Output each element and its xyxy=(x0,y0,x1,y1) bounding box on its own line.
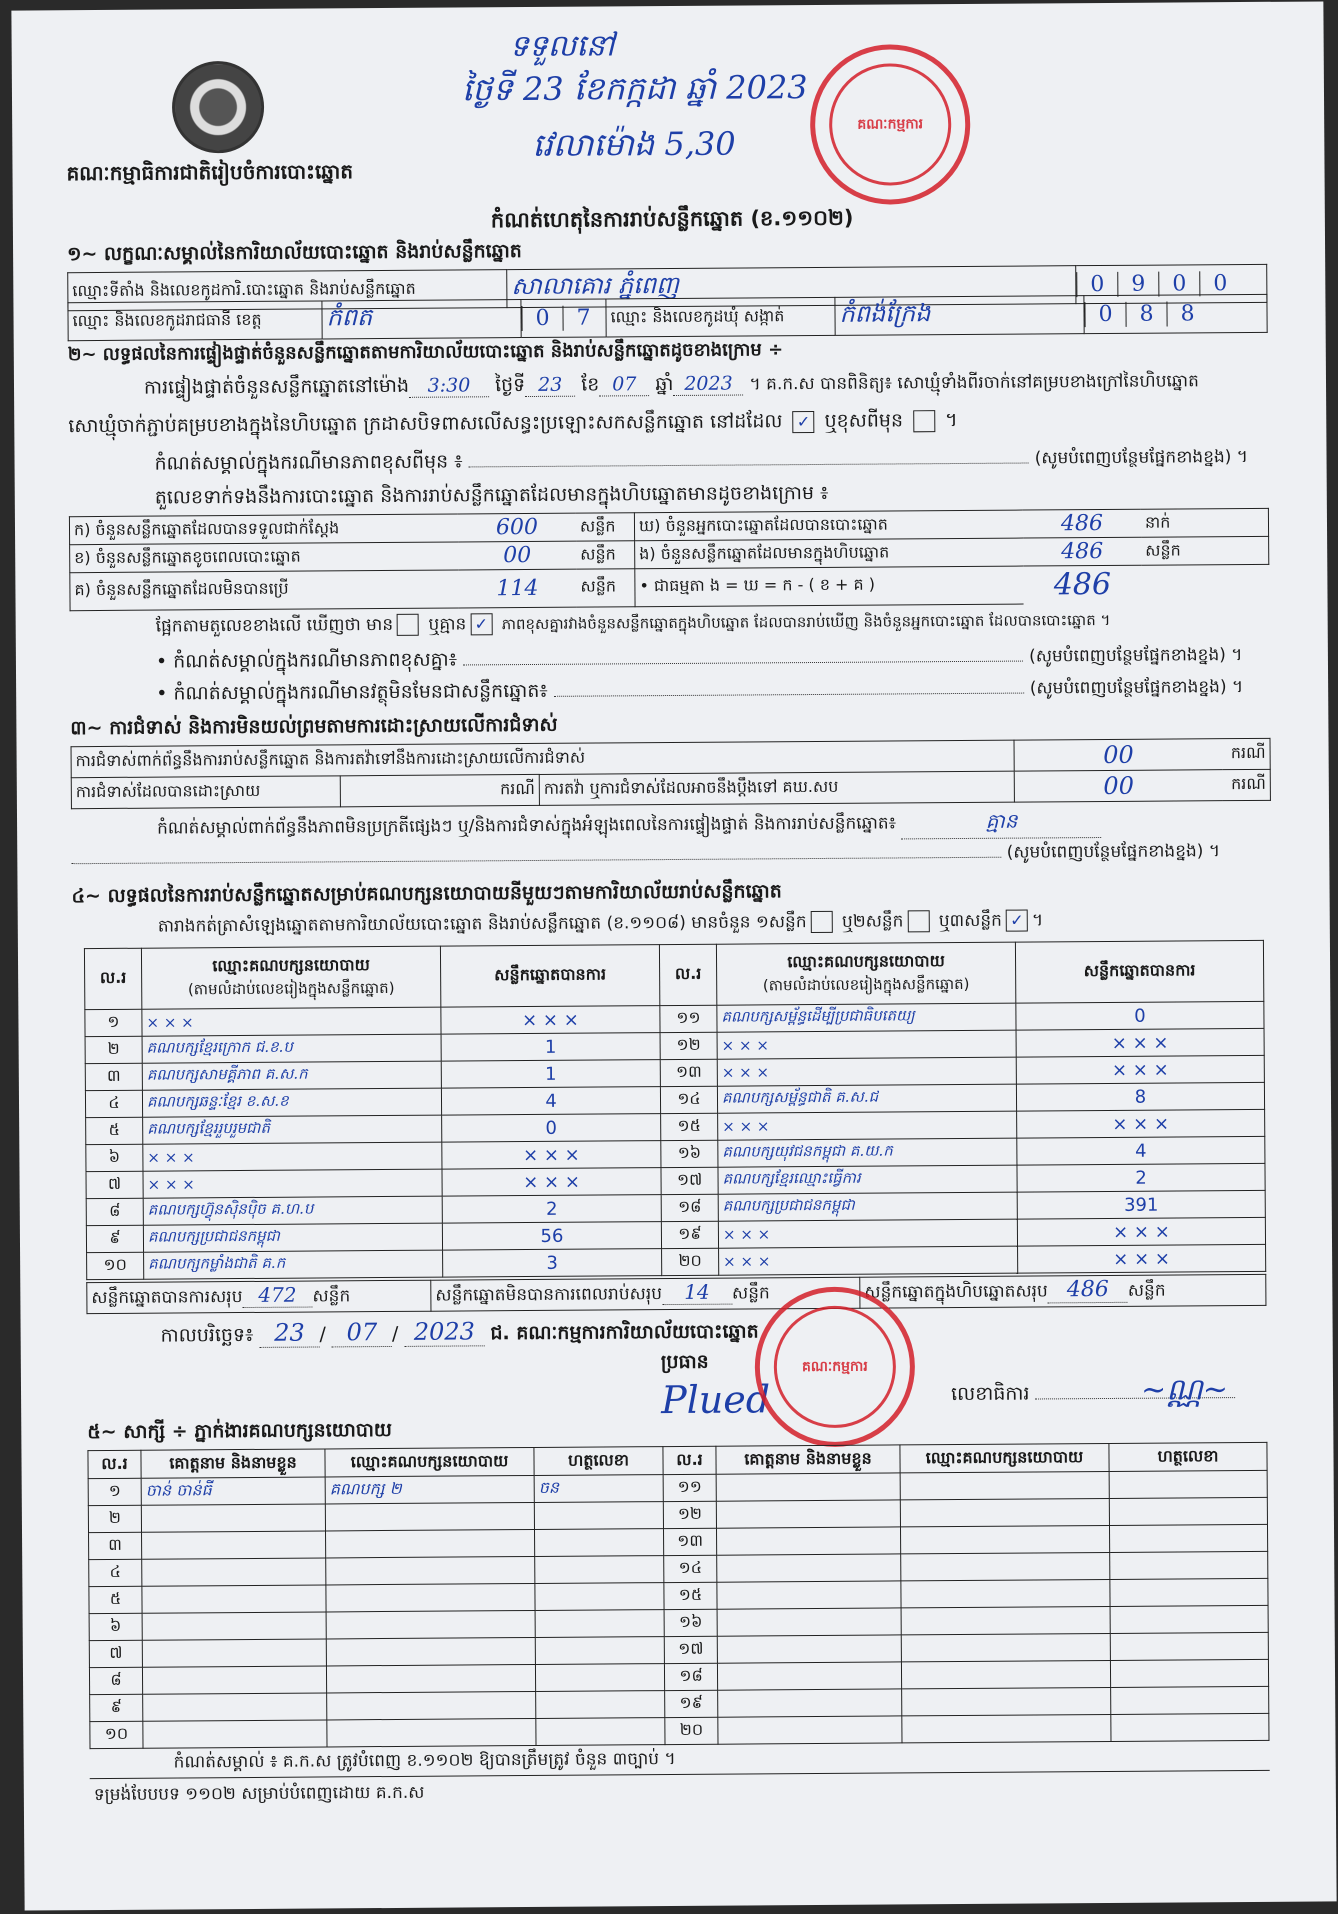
secretary-label: លេខាធិការ xyxy=(950,1382,1030,1406)
party-name: គណបក្សប្រជាជនកម្ពុជា xyxy=(718,1192,1017,1221)
vote-count: 1 xyxy=(441,1060,660,1089)
diff-note-hint: (សូមបំពេញបន្ថែមផ្នែកខាងខ្នង) ។ xyxy=(1034,446,1249,469)
party-name: គណបក្សសម្ព័ន្ធជាតិ គ.ស.ជ xyxy=(717,1084,1016,1113)
date-month: 07 xyxy=(332,1318,392,1347)
row-number: ១៩ xyxy=(661,1221,718,1248)
same-checkbox[interactable]: ✓ xyxy=(792,411,814,433)
witness-party[interactable] xyxy=(326,1583,535,1611)
party-name: គណបក្សសម្ព័ន្ធដើម្បីប្រជាធិបតេយ្យ xyxy=(717,1003,1016,1032)
sheets-line: តារាងកត់ត្រាសំឡេងឆ្នោតតាមការិយាល័យបោះឆ្នោត និងរាប់សន្លឹកឆ្នោត (ខ.១១០៨) មានចំនួន ១សន្លឹក ឬ២សន្លឹក ឬ៣សន្លឹក ✓ ។ xyxy=(157,910,1044,937)
unit: សន្លឹក xyxy=(731,1283,770,1304)
official-stamp-bottom xyxy=(754,1286,915,1447)
witness-signature[interactable] xyxy=(534,1502,663,1530)
witness-party[interactable] xyxy=(902,1687,1111,1715)
unit: សន្លឹក xyxy=(1127,1280,1166,1301)
row-number: ៨ xyxy=(89,1667,142,1694)
vote-count: × × × xyxy=(1016,1028,1264,1057)
received-value: 600 xyxy=(458,513,576,542)
received-line-2: ថ្ងៃទី 23 ខែកក្កដា ឆ្នាំ 2023 xyxy=(461,68,808,109)
witness-party[interactable] xyxy=(327,1691,536,1719)
witness-signature[interactable] xyxy=(1109,1497,1267,1525)
witness-signature[interactable] xyxy=(1110,1632,1268,1660)
witness-signature[interactable] xyxy=(1109,1524,1267,1552)
col-party-sub: (តាមលំដាប់លេខរៀងក្នុងសន្លឹកឆ្នោត) xyxy=(762,974,970,994)
witness-name[interactable] xyxy=(717,1635,901,1663)
witness-party[interactable] xyxy=(326,1556,535,1584)
row-number: ១៦ xyxy=(661,1140,718,1167)
sheets-2-label: ឬ២សន្លឹក xyxy=(841,911,904,932)
row-number: ២ xyxy=(88,1505,141,1532)
total-valid-value: 472 xyxy=(242,1283,312,1308)
total-valid-label: សន្លឹកឆ្នោតបានការសរុប xyxy=(91,1287,243,1309)
witness-signature[interactable] xyxy=(1110,1605,1268,1633)
col-no: ល.រ xyxy=(84,948,141,1009)
witness-party[interactable] xyxy=(901,1579,1110,1607)
row-number: ៥ xyxy=(86,1117,143,1144)
verify-month-label: ខែ xyxy=(581,373,600,396)
party-name: គណបក្សប្រជាជនកម្ពុជា xyxy=(143,1223,442,1252)
witness-name[interactable] xyxy=(142,1666,326,1694)
witness-name: ចាន់ ចាន់ធី xyxy=(141,1477,325,1505)
witness-party: គណបក្ស ២ xyxy=(325,1475,534,1503)
complaints-table xyxy=(71,738,1271,809)
commune-code xyxy=(1084,294,1267,333)
witness-party[interactable] xyxy=(327,1718,536,1746)
date-day: 23 xyxy=(259,1318,319,1347)
witness-signature[interactable] xyxy=(535,1664,664,1692)
bullet-nonballot xyxy=(156,674,1276,710)
verify-year: 2023 xyxy=(673,373,743,396)
party-name: គណបក្សខ្មែរឈ្មោះធ្វើការ xyxy=(718,1165,1017,1194)
row-number: ១១ xyxy=(660,1005,717,1032)
code-digit: 0 xyxy=(1158,271,1199,296)
commune-label: ឈ្មោះ និងលេខកូដឃុំ សង្កាត់ xyxy=(606,297,835,337)
vote-count: 0 xyxy=(1016,1001,1264,1030)
witness-signature[interactable] xyxy=(536,1718,665,1746)
unit: សន្លឹក xyxy=(312,1286,351,1307)
diff-note-label: កំណត់សម្គាល់ក្នុងករណីមានភាពខុសពីមុន ៖ xyxy=(154,450,463,475)
vote-count: 56 xyxy=(442,1222,661,1251)
unit xyxy=(1141,564,1269,602)
formula-label: • ជាធម្មតា ង = ឃ = ក - ( ខ + គ ) xyxy=(635,566,1024,606)
witness-signature[interactable] xyxy=(536,1691,665,1719)
diff-note xyxy=(154,444,1264,480)
footer-note: កំណត់សម្គាល់ ៖ គ.ក.ស ត្រូវបំពេញ ខ.១១០២ ឱ្យបានត្រឹមត្រូវ ចំនួន ៣ច្បាប់ ។ xyxy=(173,1749,676,1773)
spoiled-value: 00 xyxy=(458,541,576,570)
form-title: កំណត់ហេតុនៃការរាប់សន្លឹកឆ្នោត (ខ.១១០២) xyxy=(490,205,854,233)
witness-party[interactable] xyxy=(900,1498,1109,1526)
vote-count: × × × xyxy=(1016,1055,1264,1084)
witness-signature[interactable] xyxy=(535,1529,664,1557)
vote-count: × × × xyxy=(1017,1109,1265,1138)
complaints-value: 00 xyxy=(1014,739,1223,771)
section1-title: ១~ លក្ខណៈសម្គាល់នៃការិយាល័យបោះឆ្នោត និងរាប់សន្លឹកឆ្នោត xyxy=(67,240,522,266)
col-votes: សន្លឹកឆ្នោតបានការ xyxy=(440,945,659,1008)
secretary-signature: ~ណ្ណ~ xyxy=(1140,1372,1229,1408)
unit: ករណី xyxy=(1222,738,1270,769)
total-invalid-value: 14 xyxy=(662,1280,732,1305)
row-number: ១៦ xyxy=(664,1609,717,1636)
date-year: 2023 xyxy=(404,1317,484,1347)
formula-value: 486 xyxy=(1053,566,1112,603)
resolved-label: ការជំទាស់ដែលបានដោះស្រាយ xyxy=(71,776,340,809)
sheets-3-checkbox[interactable]: ✓ xyxy=(1006,910,1028,932)
row-number: ១៩ xyxy=(665,1690,718,1717)
verify-time: 3:30 xyxy=(409,374,489,398)
vote-count: 2 xyxy=(442,1195,661,1224)
col-party xyxy=(141,946,440,1009)
irregularity-note xyxy=(157,806,1277,845)
party-name: × × × xyxy=(143,1169,442,1198)
verify-line-2: សោឃ្មុំចាក់ភ្ជាប់គម្របខាងក្នុងនៃហិបឆ្នោត ក្រដាសបិទពាសលើសន្ធះប្រឡោះសកសន្លឹកឆ្នោត នៅដដែល ✓ ឬខុសពីមុន ។ xyxy=(68,409,958,438)
unit: ករណី xyxy=(1223,769,1271,800)
section4-title: ៤~ លទ្ធផលនៃការរាប់សន្លឹកឆ្នោតសម្រាប់គណបក្សនយោបាយនីមួយៗតាមការិយាល័យរាប់សន្លឹកឆ្នោត xyxy=(71,880,782,908)
vote-count: 4 xyxy=(1017,1136,1265,1165)
col-no: ល.រ xyxy=(659,944,716,1005)
witness-party[interactable] xyxy=(900,1525,1109,1553)
party-name: × × × xyxy=(718,1219,1017,1248)
vote-count: 0 xyxy=(442,1114,661,1143)
witness-table xyxy=(87,1442,1269,1749)
witness-party[interactable] xyxy=(326,1529,535,1557)
witness-name[interactable] xyxy=(143,1720,327,1748)
vote-count: 3 xyxy=(443,1249,662,1278)
witness-party[interactable] xyxy=(326,1610,535,1638)
col-name: គោត្តនាម និងនាមខ្លួន xyxy=(141,1449,325,1478)
row-number: ៧ xyxy=(89,1640,142,1667)
voters-label: ឃ) ចំនួនអ្នកបោះឆ្នោតដែលបានបោះឆ្នោត xyxy=(634,510,1023,541)
row-number: ១២ xyxy=(663,1501,716,1528)
diff-checkbox[interactable] xyxy=(913,410,935,432)
vote-count: × × × xyxy=(442,1168,661,1197)
irregularity-hint: (សូមបំពេញបន្ថែមផ្នែកខាងខ្នង) ។ xyxy=(1006,841,1221,863)
witness-name[interactable] xyxy=(142,1558,326,1586)
witness-party[interactable] xyxy=(325,1502,534,1530)
unused-value: 114 xyxy=(458,569,576,607)
witness-signature[interactable] xyxy=(1111,1686,1269,1714)
row-number: ៤ xyxy=(85,1090,142,1117)
witness-name[interactable] xyxy=(143,1693,327,1721)
totals-table xyxy=(86,1274,1266,1314)
row-number: ២០ xyxy=(665,1717,718,1744)
row-number: ១៤ xyxy=(664,1555,717,1582)
party-name: គណបក្សឆន្ទៈខ្មែរ ខ.ស.ខ xyxy=(142,1088,441,1117)
in-box-value: 486 xyxy=(1023,537,1141,566)
row-number: ១២ xyxy=(660,1032,717,1059)
location-label: ឈ្មោះទីតាំង និងលេខកូដការិ.បោះឆ្នោត និងរាប់សន្លឹកឆ្នោត xyxy=(68,270,507,311)
code-digit: 7 xyxy=(562,305,603,330)
witness-name[interactable] xyxy=(716,1527,900,1555)
verify-year-label: ឆ្នាំ xyxy=(655,372,674,396)
section5-title: ៥~ សាក្សី ÷ ភ្នាក់ងារគណបក្សនយោបាយ xyxy=(87,1418,393,1444)
witness-signature: ចន xyxy=(534,1475,663,1503)
total-box-value: 486 xyxy=(1048,1277,1128,1304)
witness-party[interactable] xyxy=(901,1633,1110,1661)
row-number: ១៣ xyxy=(663,1528,716,1555)
unit: សន្លឹក xyxy=(1141,536,1269,565)
commission-logo xyxy=(172,61,265,154)
spoiled-label: ខ) ចំនួនសន្លឹកឆ្នោតខូចពេលបោះឆ្នោត xyxy=(70,542,459,573)
verify-day: 23 xyxy=(525,374,575,397)
province-code xyxy=(521,299,606,338)
province-label: ឈ្មោះ និងលេខកូដរាជធានី ខេត្ត xyxy=(68,301,322,341)
col-party: ឈ្មោះគណបក្សនយោបាយ xyxy=(900,1443,1109,1472)
row-number: ២០ xyxy=(662,1248,719,1275)
unit: សន្លឹក xyxy=(576,569,635,607)
unit: សន្លឹក xyxy=(576,513,635,541)
figures-row xyxy=(70,564,1269,610)
voters-value: 486 xyxy=(1023,509,1141,538)
witness-signature[interactable] xyxy=(535,1556,664,1584)
witness-name[interactable] xyxy=(716,1500,900,1528)
row-number: ១៨ xyxy=(664,1663,717,1690)
total-box-label: សន្លឹកឆ្នោតក្នុងហិបឆ្នោតសរុប xyxy=(864,1281,1048,1303)
vote-count: × × × xyxy=(442,1141,661,1170)
witness-name[interactable] xyxy=(717,1581,901,1609)
witness-party[interactable] xyxy=(326,1637,535,1665)
col-no: ល.រ xyxy=(663,1446,716,1474)
code-digit: 9 xyxy=(1117,272,1158,297)
witness-signature[interactable] xyxy=(1110,1659,1268,1687)
total-valid xyxy=(87,1280,431,1313)
col-party: ឈ្មោះគណបក្សនយោបាយ xyxy=(325,1447,534,1476)
vote-count: × × × xyxy=(1018,1244,1266,1273)
stamp-text: គណៈកម្មការ xyxy=(857,115,924,133)
party-name: × × × xyxy=(142,1007,441,1036)
verify-month: 07 xyxy=(599,373,649,396)
row-number: ១ xyxy=(85,1009,142,1036)
code-digit: 0 xyxy=(1199,271,1240,296)
row-number: ៥ xyxy=(89,1586,142,1613)
row-number: ១៨ xyxy=(661,1194,718,1221)
party-name: × × × xyxy=(719,1246,1018,1275)
row-number: ១៤ xyxy=(660,1086,717,1113)
witness-name[interactable] xyxy=(718,1689,902,1717)
resolved-unit: ករណី xyxy=(340,774,539,806)
code-digit: 0 xyxy=(521,306,562,331)
location-value: សាលាគោរ ភ្នំពេញ xyxy=(507,266,1076,308)
witness-name[interactable] xyxy=(717,1662,901,1690)
party-name: គណបក្សយុវជនកម្ពុជា គ.យ.ក xyxy=(718,1138,1017,1167)
total-box xyxy=(860,1274,1266,1308)
total-invalid-label: សន្លឹកឆ្នោតមិនបានការពេលរាប់សរុប xyxy=(435,1284,663,1306)
col-sign: ហត្ថលេខា xyxy=(1109,1442,1267,1471)
col-sign: ហត្ថលេខា xyxy=(534,1447,663,1476)
party-name: × × × xyxy=(143,1142,442,1171)
irregularity-label: កំណត់សម្គាល់ពាក់ព័ន្ធនឹងភាពមិនប្រក្រតីផ្សេងៗ ឬ/និងការជំទាស់ក្នុងអំឡុងពេលនៃការផ្ទៀងផ្ទាត់ និងការរាប់សន្លឹកឆ្នោត៖ xyxy=(157,813,897,839)
section3-title: ៣~ ការជំទាស់ និងការមិនយល់ព្រមតាមការដោះស្រាយលើការជំទាស់ xyxy=(70,713,558,740)
row-number: ១១ xyxy=(663,1474,716,1501)
party-name: គណបក្សហ៊្វុនស៊ិនប៉ិច គ.ហ.ប xyxy=(143,1196,442,1225)
row-number: ១០ xyxy=(90,1721,143,1748)
irregularity-value: គ្មាន xyxy=(901,807,1101,839)
witness-name[interactable] xyxy=(717,1554,901,1582)
sheets-1-checkbox[interactable] xyxy=(811,911,833,933)
witness-party[interactable] xyxy=(901,1606,1110,1634)
chair-label: ប្រធាន xyxy=(660,1350,709,1374)
row-number: ៦ xyxy=(89,1613,142,1640)
difference-c: ភាពខុសគ្នារវាងចំនួនសន្លឹកឆ្នោតក្នុងហិបឆ្នោត ដែលបានរាប់ឃើញ និងចំនួនអ្នកបោះឆ្នោត ដែលបានបោះឆ្នោត ។ xyxy=(501,610,1111,634)
col-party-sub: (តាមលំដាប់លេខរៀងក្នុងសន្លឹកឆ្នោត) xyxy=(187,978,395,998)
row-number: ១០ xyxy=(87,1252,144,1279)
difference-a: ផ្អែកតាមតួលេខខាងលើ ឃើញថា មាន xyxy=(155,614,394,637)
witness-party[interactable] xyxy=(902,1714,1111,1742)
bullet-nonballot-hint: (សូមបំពេញបន្ថែមផ្នែកខាងខ្នង) ។ xyxy=(1029,677,1244,699)
code-digit: 8 xyxy=(1125,302,1166,327)
commission-name: គណៈកម្មាធិការជាតិរៀបចំការបោះឆ្នោត xyxy=(66,159,354,186)
witness-party[interactable] xyxy=(901,1660,1110,1688)
province-value: កំពត xyxy=(322,300,521,339)
witness-name[interactable] xyxy=(141,1504,325,1532)
official-stamp-top xyxy=(810,44,971,205)
row-number: ៣ xyxy=(85,1063,142,1090)
sheets-3-label: ឬ៣សន្លឹក xyxy=(938,910,1003,932)
verify-line-1 xyxy=(144,368,1274,404)
verify-text: ។ គ.ក.ស បានពិនិត្យ៖ សោឃ្មុំទាំងពីរចាក់នៅគម្របខាងក្រៅនៃហិបឆ្នោត xyxy=(749,371,1199,395)
row-number: ៩ xyxy=(90,1694,143,1721)
row-number: ៧ xyxy=(86,1171,143,1198)
results-body xyxy=(85,1001,1266,1279)
unit: នាក់ xyxy=(1141,508,1269,537)
difference-no-checkbox[interactable]: ✓ xyxy=(470,613,492,635)
party-name: × × × xyxy=(718,1111,1017,1140)
witness-name[interactable] xyxy=(142,1639,326,1667)
row-number: ៤ xyxy=(89,1559,142,1586)
witness-name[interactable] xyxy=(142,1531,326,1559)
witness-party[interactable] xyxy=(901,1552,1110,1580)
witness-name[interactable] xyxy=(142,1612,326,1640)
code-digit: 0 xyxy=(1084,302,1125,327)
row-number: ៦ xyxy=(86,1144,143,1171)
received-label: ក) ចំនួនសន្លឹកឆ្នោតដែលបានទទួលជាក់ស្តែង xyxy=(69,514,458,545)
difference-yes-checkbox[interactable] xyxy=(397,614,419,636)
figures-intro: តួលេខទាក់ទងនឹងការបោះឆ្នោត និងការរាប់សន្លឹកឆ្នោតដែលមានក្នុងហិបឆ្នោតមានដូចខាងក្រោម ៖ xyxy=(154,481,829,509)
difference-b: ឬគ្មាន xyxy=(428,614,467,635)
col-votes: សន្លឹកឆ្នោតបានការ xyxy=(1015,940,1263,1003)
party-name: គណបក្សខ្មែរក្រោក ជ.ខ.ប xyxy=(142,1034,441,1063)
vote-count: × × × xyxy=(1017,1217,1265,1246)
vote-count: 4 xyxy=(441,1087,660,1116)
row-number: ១៥ xyxy=(664,1582,717,1609)
stamp-text: គណៈកម្មការ xyxy=(801,1358,868,1375)
row-number: ១៣ xyxy=(660,1059,717,1086)
figures-table xyxy=(69,508,1270,611)
diff-label: ឬខុសពីមុន xyxy=(824,409,904,432)
party-name: គណបក្សខ្មែររួបរួមជាតិ xyxy=(143,1115,442,1144)
witness-signature[interactable] xyxy=(535,1610,664,1638)
vote-count: × × × xyxy=(441,1006,660,1035)
party-name: គណបក្សសាមគ្គីភាព គ.ស.ក xyxy=(142,1061,441,1090)
vote-count: 1 xyxy=(441,1033,660,1062)
witness-name[interactable] xyxy=(716,1473,900,1501)
footer-form-note: ទម្រង់បែបបទ ១១០២ សម្រាប់បំពេញដោយ គ.ក.ស xyxy=(93,1782,425,1806)
row-number: ១៧ xyxy=(661,1167,718,1194)
unit: សន្លឹក xyxy=(576,541,635,569)
bullet-diff-hint: (សូមបំពេញបន្ថែមផ្នែកខាងខ្នង) ។ xyxy=(1029,645,1243,667)
received-line-3: វេលាម៉ោង 5,30 xyxy=(532,124,736,164)
sheets-2-checkbox[interactable] xyxy=(907,910,929,932)
verify-time-label: ការផ្ទៀងផ្ទាត់ចំនួនសន្លឹកឆ្នោតនៅម៉ោង xyxy=(143,374,410,399)
witness-name[interactable] xyxy=(717,1608,901,1636)
witness-name[interactable] xyxy=(142,1585,326,1613)
witness-signature[interactable] xyxy=(1111,1713,1269,1741)
row-number: ៩ xyxy=(86,1225,143,1252)
row-number: ១៧ xyxy=(664,1636,717,1663)
sheets-intro: តារាងកត់ត្រាសំឡេងឆ្នោតតាមការិយាល័យបោះឆ្នោត និងរាប់សន្លឹកឆ្នោត (ខ.១១០៨) មានចំនួន ១សន្លឹក xyxy=(157,912,807,937)
complaints-label: ការជំទាស់ពាក់ព័ន្ធនឹងការរាប់សន្លឹកឆ្នោត និងការតវ៉ាទៅនឹងការដោះស្រាយលើការជំទាស់ xyxy=(71,740,1014,778)
verify-text-2: សោឃ្មុំចាក់ភ្ជាប់គម្របខាងក្នុងនៃហិបឆ្នោត ក្រដាសបិទពាសលើសន្ធះប្រឡោះសកសន្លឹកឆ្នោត នៅដដែល xyxy=(68,410,783,438)
section2-title: ២~ លទ្ធផលនៃការផ្ទៀងផ្ទាត់ចំនួនសន្លឹកឆ្នោតតាមការិយាល័យបោះឆ្នោត និងរាប់សន្លឹកឆ្នោតដូចខាងក្រោម ÷ xyxy=(67,339,784,366)
row-number: ៨ xyxy=(86,1198,143,1225)
vote-count: 391 xyxy=(1017,1190,1265,1219)
form-page xyxy=(11,1,1336,1910)
code-digit: 8 xyxy=(1166,301,1207,326)
bullet-nonballot-label: • កំណត់សម្គាល់ក្នុងករណីមានវត្ថុមិនមែនជាសន្លឹកឆ្នោត៖ xyxy=(156,679,548,705)
section1-table-row2 xyxy=(67,294,1267,341)
date-line: កាលបរិច្ឆេទ៖ 23 / 07 / 2023 ជ. គណៈកម្មការការិយាល័យបោះឆ្នោត xyxy=(160,1317,759,1347)
row-number: ២ xyxy=(85,1036,142,1063)
signature-org: ជ. គណៈកម្មការការិយាល័យបោះឆ្នោត xyxy=(490,1320,759,1345)
in-box-label: ង) ចំនួនសន្លឹកឆ្នោតដែលមានក្នុងហិបឆ្នោត xyxy=(635,538,1024,569)
witness-signature[interactable] xyxy=(1109,1470,1267,1498)
witness-body xyxy=(88,1470,1269,1748)
row-number: ១៥ xyxy=(661,1113,718,1140)
irregularity-hint-line xyxy=(71,840,1281,873)
appeal-label: ការតវ៉ា ឬការជំទាស់ដែលអាចនឹងប្តឹងទៅ គឃ.សប xyxy=(539,771,1014,805)
witness-party[interactable] xyxy=(900,1471,1109,1499)
col-party-label: ឈ្មោះគណបក្សនយោបាយ xyxy=(212,954,370,975)
col-party xyxy=(716,942,1015,1005)
appeal-value: 00 xyxy=(1014,770,1223,802)
col-name: គោត្តនាម និងនាមខ្លួន xyxy=(716,1445,900,1474)
unused-label: គ) ចំនួនសន្លឹកឆ្នោតដែលមិនបានប្រើ xyxy=(70,570,459,610)
code-digit: 0 xyxy=(1076,272,1117,297)
row-number: ១ xyxy=(88,1478,141,1505)
witness-party[interactable] xyxy=(326,1664,535,1692)
difference-line xyxy=(156,608,1276,641)
row-number: ៣ xyxy=(89,1532,142,1559)
vote-count: 2 xyxy=(1017,1163,1265,1192)
col-party-label: ឈ្មោះគណបក្សនយោបាយ xyxy=(787,950,945,971)
witness-signature[interactable] xyxy=(1110,1578,1268,1606)
witness-signature[interactable] xyxy=(535,1637,664,1665)
chair-signature: Plued xyxy=(660,1377,771,1423)
witness-signature[interactable] xyxy=(1110,1551,1268,1579)
party-name: គណបក្សកម្លាំងជាតិ គ.ក xyxy=(144,1250,443,1279)
party-name: × × × xyxy=(717,1057,1016,1086)
witness-name[interactable] xyxy=(718,1716,902,1744)
party-name: × × × xyxy=(717,1030,1016,1059)
commune-value: កំពង់ក្រែង xyxy=(835,296,1084,336)
witness-signature[interactable] xyxy=(535,1583,664,1611)
verify-day-label: ថ្ងៃទី xyxy=(494,374,526,397)
results-table xyxy=(84,940,1266,1280)
date-label: កាលបរិច្ឆេទ៖ xyxy=(160,1323,254,1347)
bullet-diff xyxy=(156,642,1276,678)
vote-count: 8 xyxy=(1016,1082,1264,1111)
bullet-diff-label: • កំណត់សម្គាល់ក្នុងករណីមានភាពខុសគ្នា៖ xyxy=(155,648,458,673)
col-no: ល.រ xyxy=(88,1450,141,1478)
received-line-1: ទទួលនៅ xyxy=(509,28,615,65)
